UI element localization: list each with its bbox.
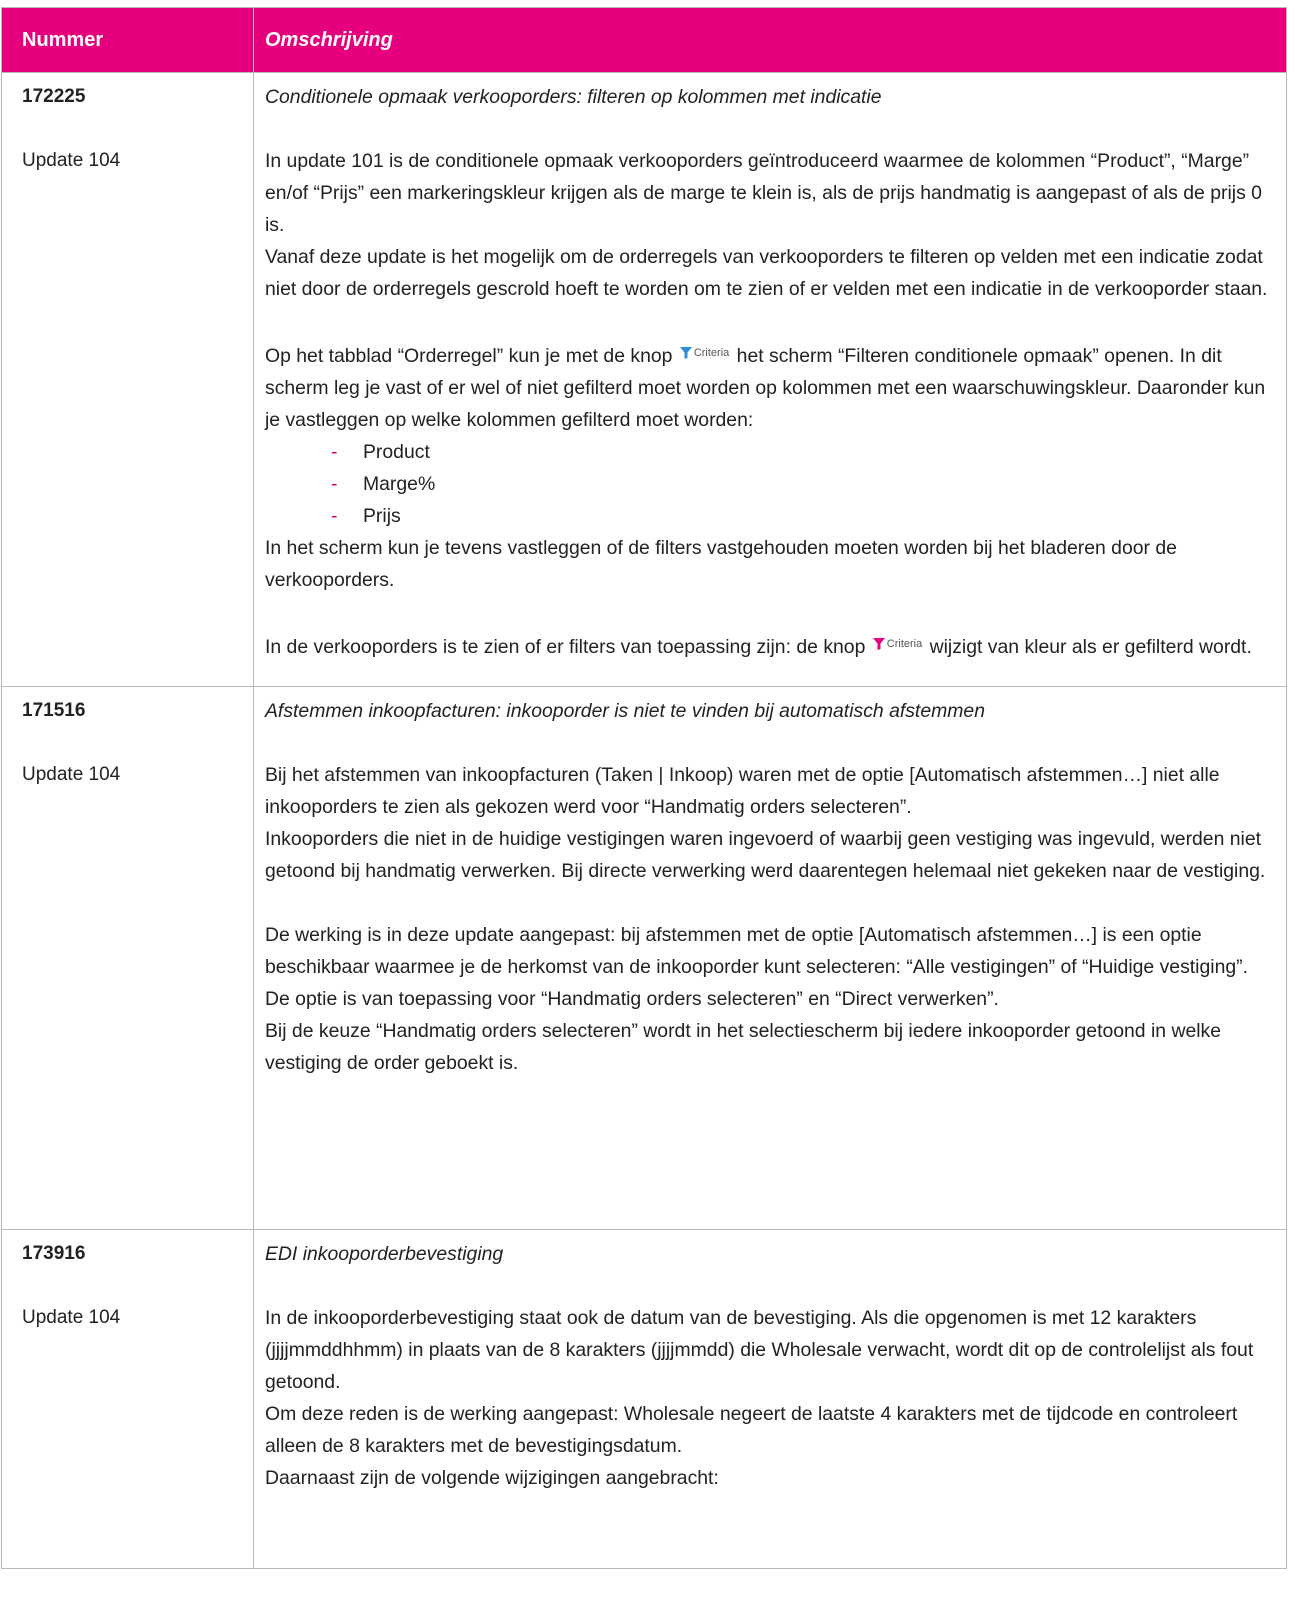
criteria-label: Criteria (693, 347, 730, 359)
paragraph: Daarnaast zijn de volgende wijzigingen aangebracht: (265, 1467, 719, 1489)
header-description: Omschrijving (254, 8, 1287, 73)
entry-subject: Afstemmen inkoopfacturen: inkooporder is niet te vinden bij automatisch afstemmen (265, 700, 985, 722)
description-cell (254, 73, 1287, 687)
filter-funnel-icon (873, 638, 885, 650)
ticket-number: 171516 (22, 700, 86, 721)
paragraph: Om deze reden is de werking aangepast: Wholesale negeert de laatste 4 karakters met de tijdcode en controleert alleen de 8 karakters met de bevestigingsdatum. (265, 1403, 1238, 1457)
ticket-number: 172225 (22, 86, 86, 107)
table-row (2, 687, 1287, 1230)
criteria-filter-button (680, 337, 729, 369)
entry-subject: EDI inkooporderbevestiging (265, 1243, 504, 1265)
list-item: - Marge% (331, 468, 1272, 500)
paragraph: De optie is van toepassing voor “Handmatig orders selecteren” en “Direct verwerken”. (265, 988, 999, 1010)
ticket-number: 173916 (22, 1243, 86, 1264)
paragraph (265, 628, 1272, 663)
paragraph: In de inkooporderbevestiging staat ook de datum van de bevestiging. Als die opgenomen is met 12 karakters (jjjjmmddhhmm) in plaats van de 8 karakters (jjjjmmdd) die Wholesale verwacht, wordt dit op de controlelijst als fout getoond. (265, 1307, 1254, 1393)
number-cell (2, 1230, 254, 1569)
criteria-label: Criteria (886, 638, 923, 650)
header-number: Nummer (2, 8, 254, 73)
paragraph: In het scherm kun je tevens vastleggen of de filters vastgehouden moeten worden bij het bladeren door de verkooporders. (265, 537, 1177, 591)
paragraph: In update 101 is de conditionele opmaak verkooporders geïntroduceerd waarmee de kolommen “Product”, “Marge” en/of “Prijs” een markeringskleur krijgen als de marge te klein is, als de prijs handmatig is aangepast of als de prijs 0 is. (265, 150, 1262, 236)
text: Op het tabblad “Orderregel” kun je met de knop (265, 345, 673, 367)
list-item: - Prijs (331, 500, 1272, 532)
table-row (2, 73, 1287, 687)
paragraph: Bij de keuze “Handmatig orders selecteren” wordt in het selectiescherm bij iedere inkooporder getoond in welke vestiging de order geboekt is. (265, 1020, 1222, 1074)
description-cell (254, 687, 1287, 1230)
paragraph: Inkooporders die niet in de huidige vestigingen waren ingevoerd of waarbij geen vestiging was ingevuld, werden niet getoond bij handmatig verwerken. Bij directe verwerking werd daarentegen helemaal niet gekeken naar de vestiging. (265, 828, 1266, 882)
column-list (265, 436, 1272, 532)
update-label: Update 104 (22, 1307, 121, 1328)
update-label: Update 104 (22, 150, 121, 171)
criteria-filter-button (873, 628, 922, 660)
entry-subject: Conditionele opmaak verkooporders: filteren op kolommen met indicatie (265, 86, 882, 108)
filter-funnel-icon (680, 347, 692, 359)
description-cell (254, 1230, 1287, 1569)
text: het scherm “Filteren conditionele opmaak” openen. In dit scherm leg je vast of er wel of niet gefilterd moet worden op kolommen met een waarschuwingskleur. Daaronder kun je vastleggen op welke kolommen gefilterd moet worden: (265, 345, 1266, 431)
release-notes-table (1, 7, 1287, 1569)
update-label: Update 104 (22, 764, 121, 785)
list-item: - Product (331, 436, 1272, 468)
paragraph: Vanaf deze update is het mogelijk om de orderregels van verkooporders te filteren op velden met een indicatie zodat niet door de orderregels gescrold hoeft te worden om te zien of er velden met een indicatie in de verkooporder staan. (265, 246, 1268, 300)
paragraph (265, 337, 1272, 436)
paragraph: De werking is in deze update aangepast: bij afstemmen met de optie [Automatisch afstemmen…] is een optie beschikbaar waarmee je de herkomst van de inkooporder kunt selecteren: “Alle vestigingen” of “Huidige vestiging”. (265, 924, 1248, 978)
number-cell (2, 687, 254, 1230)
number-cell (2, 73, 254, 687)
table-header-row (2, 8, 1287, 73)
text: wijzigt van kleur als er gefilterd wordt. (929, 636, 1252, 658)
paragraph: Bij het afstemmen van inkoopfacturen (Taken | Inkoop) waren met de optie [Automatisch afstemmen…] niet alle inkooporders te zien als gekozen werd voor “Handmatig orders selecteren”. (265, 764, 1220, 818)
table-row (2, 1230, 1287, 1569)
text: In de verkooporders is te zien of er filters van toepassing zijn: de knop (265, 636, 866, 658)
